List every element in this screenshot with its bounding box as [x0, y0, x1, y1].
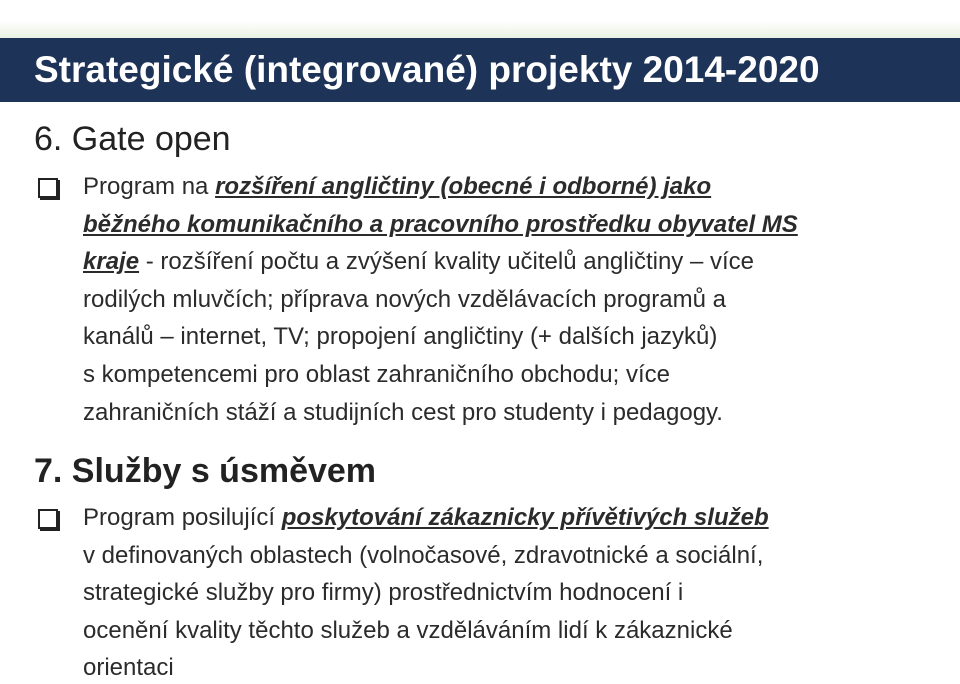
- paragraph-line: kraje - rozšíření počtu a zvýšení kvality učitelů angličtiny – více: [83, 248, 754, 276]
- paragraph-line: ocenění kvality těchto služeb a vzděláváním lidí k zákaznické: [83, 616, 733, 644]
- emphasis-text: poskytování zákaznicky přívětivých služeb: [281, 504, 769, 531]
- emphasis-text: běžného komunikačního a pracovního prostředku obyvatel MS: [83, 210, 798, 238]
- section-7-heading: 7. Služby s úsměvem: [34, 452, 377, 490]
- paragraph-line: [83, 206, 943, 244]
- slide-title: Strategické (integrované) projekty 2014-2020: [34, 49, 820, 90]
- paragraph-line: rodilých mluvčích; příprava nových vzdělávacích programů a: [83, 285, 726, 313]
- header-band: [0, 0, 960, 38]
- paragraph-line: kanálů – internet, TV; propojení angličtiny (+ dalších jazyků): [83, 323, 718, 351]
- paragraph-line: strategické služby pro firmy) prostřednictvím hodnocení i: [83, 579, 684, 607]
- paragraph-line: Program posilující poskytování zákaznicky přívětivých služeb: [83, 504, 769, 531]
- section-6-paragraph: [83, 168, 943, 431]
- paragraph-line: Program na rozšíření angličtiny (obecné i odborné) jako: [83, 173, 712, 200]
- section-6-heading: 6. Gate open: [34, 120, 231, 158]
- paragraph-line: zahraničních stáží a studijních cest pro studenty i pedagogy.: [83, 398, 723, 426]
- checkbox-icon: [38, 178, 58, 198]
- title-bar: [0, 38, 960, 102]
- paragraph-line: s kompetencemi pro oblast zahraničního obchodu; více: [83, 360, 671, 388]
- paragraph-line: v definovaných oblastech (volnočasové, zdravotnické a sociální,: [83, 541, 764, 569]
- section-7-paragraph: [83, 499, 943, 684]
- checkbox-icon: [38, 509, 58, 529]
- emphasis-text: rozšíření angličtiny (obecné i odborné) jako: [215, 173, 712, 200]
- paragraph-line: orientaci: [83, 654, 174, 682]
- emphasis-text: kraje: [83, 248, 140, 276]
